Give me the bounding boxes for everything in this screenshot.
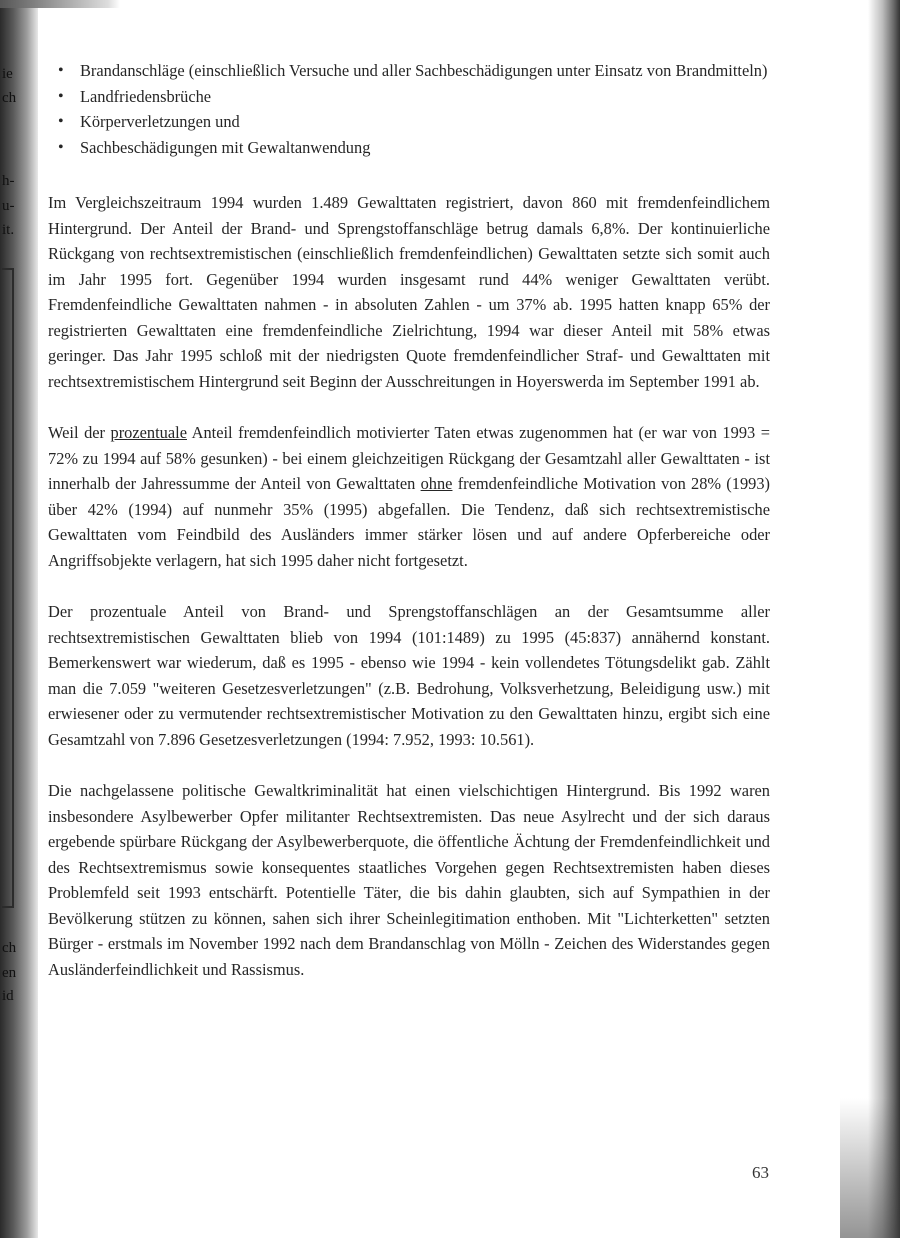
bullet-icon: • xyxy=(58,62,64,79)
page-body xyxy=(48,58,770,1008)
list-item-text: Sachbeschädigungen mit Gewaltanwendung xyxy=(80,137,371,157)
margin-fragment: u- xyxy=(2,198,15,214)
underlined-word: prozentuale xyxy=(110,423,187,442)
paragraph-comparison-1994: Im Vergleichszeitraum 1994 wurden 1.489 Gewalttaten registriert, davon 860 mit fremdenfeindlichem Hintergrund. Der Anteil der Brand- und Sprengstoffanschläge betrug damals 6,8%. Der kontinuierliche Rückgang von rechtsextremistischen (einschließlich fremdenfeindlichen) Gewalttaten setzte sich somit auch im Jahr 1995 fort. Gegenüber 1994 wurden insgesamt rund 44% weniger Gewalttaten verübt. Fremdenfeindliche Gewalttaten nahmen - in absoluten Zahlen - um 37% ab. 1995 hatten knapp 65% der registrierten Gewalttaten eine fremdenfeindliche Zielrichtung, 1994 war dieser Anteil mit 58% etwas geringer. Das Jahr 1995 schloß mit der niedrigsten Quote fremdenfeindlicher Straf- und Gewalttaten mit rechtsextremistischem Hintergrund seit Beginn der Ausschreitungen in Hoyerswerda im September 1991 ab. xyxy=(48,193,770,391)
list-item-text: Körperverletzungen und xyxy=(80,112,240,131)
list-item xyxy=(48,109,770,135)
list-item xyxy=(48,58,770,84)
paragraph-background: Die nachgelassene politische Gewaltkriminalität hat einen vielschichtigen Hintergrund. Bis 1992 waren insbesondere Asylbewerber Opfer militanter Rechtsextremisten. Das neue Asylrecht und der sich daraus ergebende spürbare Rückgang der Asylbewerberquote, die öffentliche Ächtung der Fremdenfeindlichkeit und des Rechtsextremismus sowie konsequentes staatliches Vorgehen gegen Rechtsextremisten haben dieses Problemfeld seit 1993 entschärft. Potentielle Täter, die bis dahin glaubten, sich auf Sympathien in der Bevölkerung stützen zu können, sahen sich ihrer Scheinlegitimation enthoben. Mit "Lichterketten" setzten Bürger - erstmals im November 1992 nach dem Brandanschlag von Mölln - Zeichen des Widerstandes gegen Ausländerfeindlichkeit und Rassismus. xyxy=(48,781,770,979)
text-run: Weil der xyxy=(48,423,111,442)
paragraph-percentage-share xyxy=(48,420,770,573)
list-item xyxy=(48,84,770,110)
scan-shadow-right xyxy=(868,0,900,1238)
bullet-icon: • xyxy=(58,138,64,156)
bullet-list xyxy=(48,58,770,160)
margin-fragment: ie xyxy=(2,66,13,82)
margin-fragment: ch xyxy=(2,90,17,106)
margin-fragment: id xyxy=(2,988,14,1004)
scan-shadow-bottom-right xyxy=(840,1098,900,1238)
list-item xyxy=(48,135,770,161)
underlined-word: ohne xyxy=(420,474,453,493)
margin-fragment: h- xyxy=(2,173,15,189)
margin-fragment: en xyxy=(2,965,17,981)
margin-bracket-top xyxy=(2,268,14,270)
margin-fragment: it. xyxy=(2,222,15,238)
margin-fragment: ch xyxy=(2,940,17,956)
text-run: fremdenfeindliche Motivation von 28% (1993) über 42% (1994) auf nunmehr 35% (1995) abgefallen. Die Tendenz, daß sich rechtsextremistische Gewalttaten vom Feindbild des Ausländers immer stärker lösen und auf andere Opferbereiche oder Angriffsobjekte verlagern, hat sich 1995 daher nicht fortgesetzt. xyxy=(48,474,770,570)
facing-page-fragments xyxy=(0,0,20,1238)
bullet-icon: • xyxy=(58,87,64,105)
text-run: Anteil fremdenfeindlich motivierter Taten etwas zugenommen hat (er war von 1993 = 72% zu 1994 auf 58% gesunken) - bei einem gleichzeitigen Rückgang der Gesamtzahl aller Gewalttaten - ist innerhalb der Jahressumme der Anteil von Gewalttaten xyxy=(48,423,770,493)
list-item-text: Brandanschläge (einschließlich Versuche und aller Sachbeschädigungen unter Einsatz von Brandmitteln) xyxy=(80,61,768,80)
list-item-text: Landfriedensbrüche xyxy=(80,86,212,106)
page-number: 63 xyxy=(752,1163,769,1182)
paragraph-arson-share: Der prozentuale Anteil von Brand- und Sprengstoffanschlägen an der Gesamtsumme aller rechtsextremistischen Gewalttaten blieb von 1994 (101:1489) zu 1995 (45:837) annähernd konstant. Bemerkenswert war wiederum, daß es 1995 - ebenso wie 1994 - kein vollendetes Tötungsdelikt gab. Zählt man die 7.059 "weiteren Gesetzesverletzungen" (z.B. Bedrohung, Volksverhetzung, Beleidigung usw.) mit erwiesener oder zu vermutender rechtsextremistischer Motivation zu den Gewalttaten hinzu, ergibt sich eine Gesamtzahl von 7.896 Gesetzesverletzungen (1994: 7.952, 1993: 10.561). xyxy=(48,602,770,749)
bullet-icon: • xyxy=(58,113,64,130)
margin-bracket-line xyxy=(12,268,14,908)
margin-bracket-bottom xyxy=(2,906,14,908)
